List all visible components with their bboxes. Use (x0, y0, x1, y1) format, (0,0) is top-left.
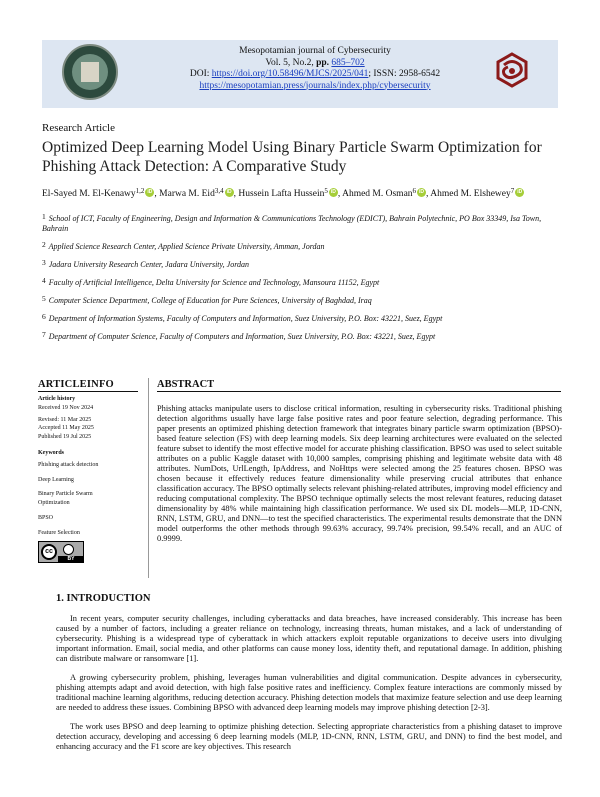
journal-seal-icon (62, 44, 118, 100)
cc-by-license-icon[interactable] (38, 541, 84, 563)
affiliation: 5 Computer Science Department, College of Education for Pure Sciences, University of Baghdad, Iraq (42, 294, 372, 305)
accepted-date: Accepted 11 May 2025 (38, 425, 94, 432)
introduction-body (56, 614, 562, 761)
orcid-icon[interactable]: iD (330, 189, 336, 195)
affiliation: 4 Faculty of Artificial Intelligence, Delta University for Science and Technology, Mansoura 11152, Egypt (42, 276, 380, 287)
volume-line: Vol. 5, No.2, pp. 685–702 (265, 57, 365, 68)
author: El-Sayed M. El-Kenawy$^{1,2}$ iD (42, 187, 153, 199)
affiliation: 2 Applied Science Research Center, Applied Science Private University, Amman, Jordan (42, 240, 325, 251)
orcid-icon[interactable]: iD (517, 189, 523, 195)
keyword: BPSO (38, 514, 54, 521)
published-date: Published 19 Jul 2025 (38, 434, 92, 441)
author: Marwa M. Eid$^{3,4}$ iD (159, 187, 232, 199)
affiliation: 1 School of ICT, Faculty of Engineering, Design and Information & Communications Technology (EDICT), Bahrain Polytechnic, PO Box 33349, Isa Town, Bahrain (42, 212, 542, 233)
author-list: El-Sayed M. El-Kenawy$^{1,2}$ iD , Marwa M. Eid$^{3,4}$ iD , Hussein Lafta Hussein$^5$ iD , Ahmed M. Osman$^6$ iD , Ahmed M. Elshewey$^7$ iD (42, 187, 523, 199)
received-date: Received 19 Nov 2024 (38, 404, 94, 411)
cc-icon: cc (41, 544, 57, 560)
affiliation: 6 Department of Information Systems, Faculty of Computers and Information, Suez University, P.O. Box: 43221, Suez, Egypt (42, 312, 443, 323)
introduction-heading: 1. INTRODUCTION (56, 593, 151, 604)
doi-line: DOI: https://doi.org/10.58496/MJCS/2025/041; ISSN: 2958-6542 (189, 69, 441, 79)
affiliation: 3 Jadara University Research Center, Jadara University, Jordan (42, 258, 250, 269)
orcid-icon[interactable]: iD (147, 189, 153, 195)
keyword: Feature Selection (38, 529, 80, 536)
orcid-icon[interactable]: iD (226, 189, 232, 195)
revised-date: Revised: 11 Mar 2025 (38, 416, 92, 423)
abstract-divider (157, 391, 561, 392)
history-heading: Article history (38, 396, 76, 402)
sidebar-divider (38, 391, 138, 392)
article-info-sidebar (38, 394, 140, 538)
keyword: Deep Learning (38, 476, 74, 483)
keyword: Binary Particle Swarm Optimization (38, 491, 93, 507)
by-label: BY (58, 556, 84, 563)
affiliation-list (42, 212, 558, 348)
abstract-text: Phishing attacks manipulate users to disclose critical information, resulting in cybersecurity risks. Traditional phishing detection algorithms usually have large false positive rates and poor feature selection, degrading performance. This paper presents an optimized phishing detection framework that integrates binary particle swarm optimization (BPSO)-based feature selection (FS) with deep learning models. Six deep learning architectures were evaluated on the selected feature subset to identify the most effective model for accurate phishing classification. BPSO was used to select suitable attributes on a public Kaggle dataset with 10,000 samples, comprising phishing and legitimate website data with 48 attributes. NumDots, UrlLength, IpAddress, and NoHttps were selected among the 25 features chosen. BPSO was chosen because it effectively reduces feature dimensionality while preserving crucial attributes that enhance classification accuracy. The BPSO optimally selects relevant phishing-related attributes, improving model efficiency and reducing computational complexity. The BPSO technique optimally selects the most relevant features, reducing dataset dimensionality by 48% while maintaining high classification performance. We used six DL models—MLP, 1D-CNN, RNN, LSTM, GRU, and DNN—to test the specified characteristics. The experimental results demonstrate that the DNN model outperforms the other methods through 99.63% accuracy, 99.74% precision, 99.54% recall, and an AUC of 0.9999. (157, 404, 562, 543)
paragraph: In recent years, computer security challenges, including cyberattacks and data breaches, have increased considerably. This increase has been caused by a number of factors, including a greater reliance on technology, increasing threats, human mistakes, and a lack of understanding of cybersecurity. Phishing is a widespread type of cyberattack in which attackers exploit reputable organizations to deceive users into divulging important information. Email, social media, and other platforms can cause money loss, identity theft, and reputational damage. In addition, phishing can distribute malware or ransomware [1]. (56, 614, 562, 663)
keywords-heading: Keywords (38, 449, 64, 456)
paragraph: A growing cybersecurity problem, phishing, leverages human vulnerabilities and digital communication. Despite advances in cybersecurity, phishing attempts adapt and avoid detection, with high false positive rates and inefficiency. Complex feature interactions are commonly missed by traditional machine learning algorithms, reducing detection accuracy. Phishing detection models that maximize feature selection and use deep learning are needed to address these issues. Combining BPSO with advanced deep learning models may improve phishing detection [2-3]. (56, 673, 562, 712)
article-info-heading: ARTICLEINFO (38, 379, 114, 390)
paper-title: Optimized Deep Learning Model Using Binary Particle Swarm Optimization for Phishing Attack Detection: A Comparative Study (42, 139, 542, 175)
journal-seal-core (81, 62, 99, 82)
paragraph: The work uses BPSO and deep learning to optimize phishing detection. Selecting appropriate characteristics from a phishing dataset to improve detection accuracy, developing and accessing 6 deep learning models (MLP, 1D-CNN, RNN, LSTM, GRU, and DNN) to find the best model, and enhancing accuracy and the F1 score are key objectives. This research (56, 722, 562, 751)
affiliation: 7 Department of Computer Science, Faculty of Computers and Information, Suez University, P.O. Box: 43221, Suez, Egypt (42, 330, 436, 341)
column-divider (148, 378, 149, 578)
doi-link[interactable]: https://doi.org/10.58496/MJCS/2025/041 (211, 69, 369, 79)
pages-link[interactable]: 685–702 (331, 57, 365, 68)
article-type: Research Article (42, 122, 115, 134)
journal-info (140, 46, 490, 92)
abstract-heading: ABSTRACT (157, 379, 215, 390)
author: Ahmed M. Elshewey$^7$ iD (430, 187, 523, 199)
journal-name: Mesopotamian journal of Cybersecurity (239, 46, 391, 56)
keyword: Phishing attack detection (38, 461, 99, 468)
knot-emblem-icon (492, 50, 532, 90)
author: Hussein Lafta Hussein$^5$ iD (238, 187, 336, 199)
journal-site-link[interactable]: https://mesopotamian.press/journals/index.php/cybersecurity (199, 80, 431, 91)
person-icon (63, 544, 74, 555)
author: Ahmed M. Osman$^6$ iD (342, 187, 425, 199)
orcid-icon[interactable]: iD (419, 189, 425, 195)
